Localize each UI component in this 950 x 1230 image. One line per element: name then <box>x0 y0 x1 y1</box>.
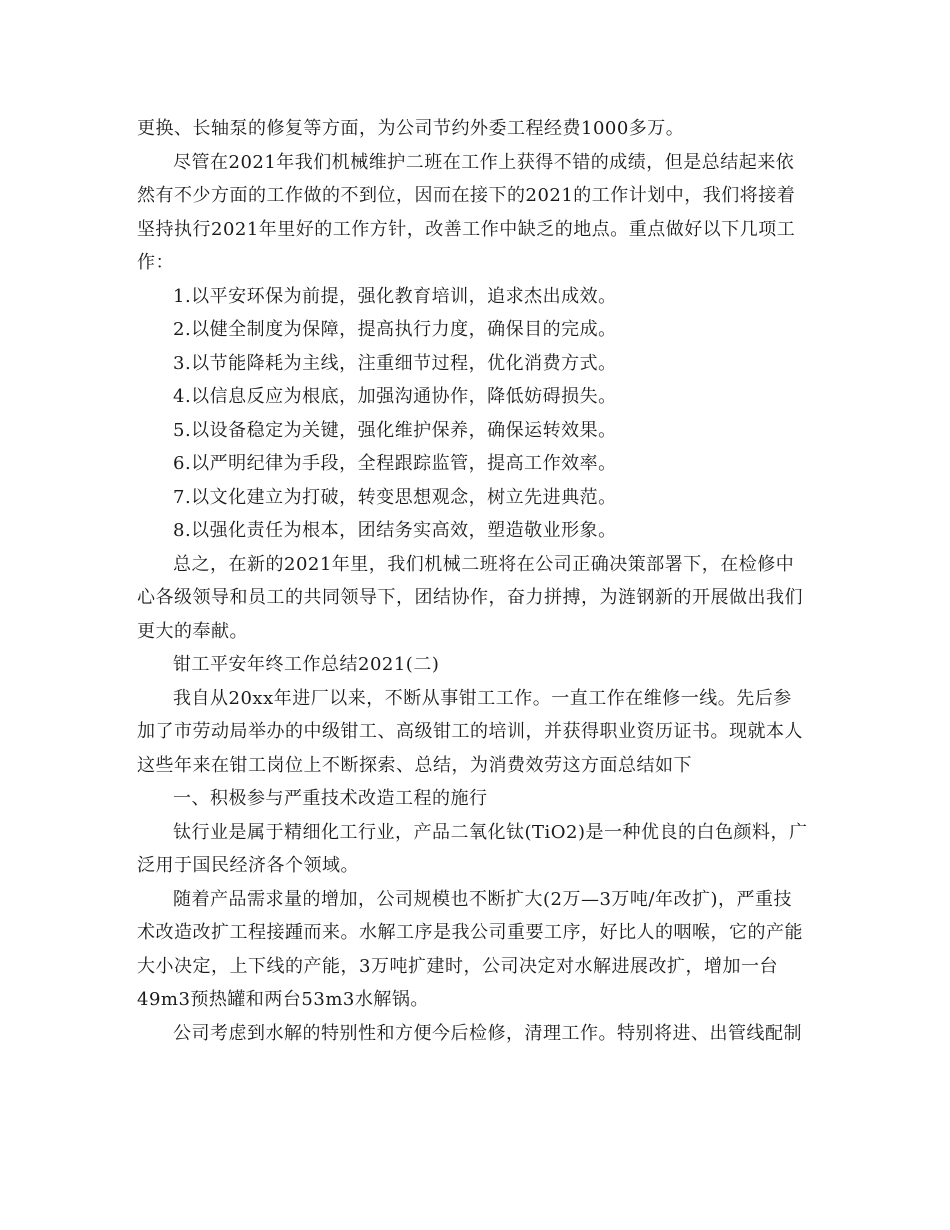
paragraph-start-line: 公司考虑到水解的特别性和方便今后检修，清理工作。特别将进、出管线配制 <box>173 1022 802 1044</box>
paragraph-start-line: 钛行业是属于精细化工行业，产品二氧化钛(TiO2)是一种优良的白色颜料，广 <box>173 821 808 843</box>
text-line: 加了市劳动局举办的中级钳工、高级钳工的培训，并获得职业资历证书。现就本人 <box>137 721 803 742</box>
document-body <box>137 112 817 1050</box>
section-title: 钳工平安年终工作总结2021(二) <box>173 654 440 675</box>
text-line: 术改造改扩工程接踵而来。水解工序是我公司重要工序，好比人的咽喉，它的产能 <box>137 922 803 943</box>
list-item-8: 8.以强化责任为根本，团结务实高效，塑造敬业形象。 <box>173 520 617 541</box>
list-item-4: 4.以信息反应为根底，加强沟通协作，降低妨碍损失。 <box>173 386 617 407</box>
text-line: 坚持执行2021年里好的工作方针，改善工作中缺乏的地点。重点做好以下几项工 <box>137 218 796 240</box>
list-item-5: 5.以设备稳定为关键，强化维护保养，确保运转效果。 <box>173 419 617 441</box>
text-line: 然有不少方面的工作做的不到位，因而在接下的2021的工作计划中，我们将接着 <box>137 185 796 206</box>
list-item-1: 1.以平安环保为前提，强化教育培训，追求杰出成效。 <box>173 285 617 307</box>
list-item-6: 6.以严明纪律为手段，全程跟踪监管，提高工作效率。 <box>173 453 617 474</box>
text-line: 心各级领导和员工的共同领导下，团结协作，奋力拼搏，为涟钢新的开展做出我们 <box>137 587 803 608</box>
text-line: 泛用于国民经济各个领域。 <box>137 855 359 876</box>
text-line: 这些年来在钳工岗位上不断探索、总结，为消费效劳这方面总结如下 <box>137 754 692 776</box>
text-line: 作： <box>137 252 174 273</box>
list-item-3: 3.以节能降耗为主线，注重细节过程，优化消费方式。 <box>173 352 617 374</box>
text-line: 更换、长轴泵的修复等方面，为公司节约外委工程经费1000多万。 <box>137 118 685 139</box>
section-heading: 一、积极参与严重技术改造工程的施行 <box>173 788 488 809</box>
list-item-7: 7.以文化建立为打破，转变思想观念，树立先进典范。 <box>173 486 617 508</box>
paragraph-start-line: 总之，在新的2021年里，我们机械二班将在公司正确决策部署下，在检修中 <box>173 553 795 575</box>
text-line: 更大的奉献。 <box>137 620 248 642</box>
list-item-2: 2.以健全制度为保障，提高执行力度，确保目的完成。 <box>173 319 617 340</box>
paragraph-start-line: 随着产品需求量的增加，公司规模也不断扩大(2万—3万吨/年改扩)，严重技 <box>173 888 793 910</box>
paragraph-start-line: 尽管在2021年我们机械维护二班在工作上获得不错的成绩，但是总结起来依 <box>173 151 795 173</box>
paragraph-start-line: 我自从20xx年进厂以来，不断从事钳工工作。一直工作在维修一线。先后参 <box>173 687 792 709</box>
text-line: 49m3预热罐和两台53m3水解锅。 <box>137 989 429 1010</box>
text-line: 大小决定，上下线的产能，3万吨扩建时，公司决定对水解进展改扩，增加一台 <box>137 955 778 977</box>
